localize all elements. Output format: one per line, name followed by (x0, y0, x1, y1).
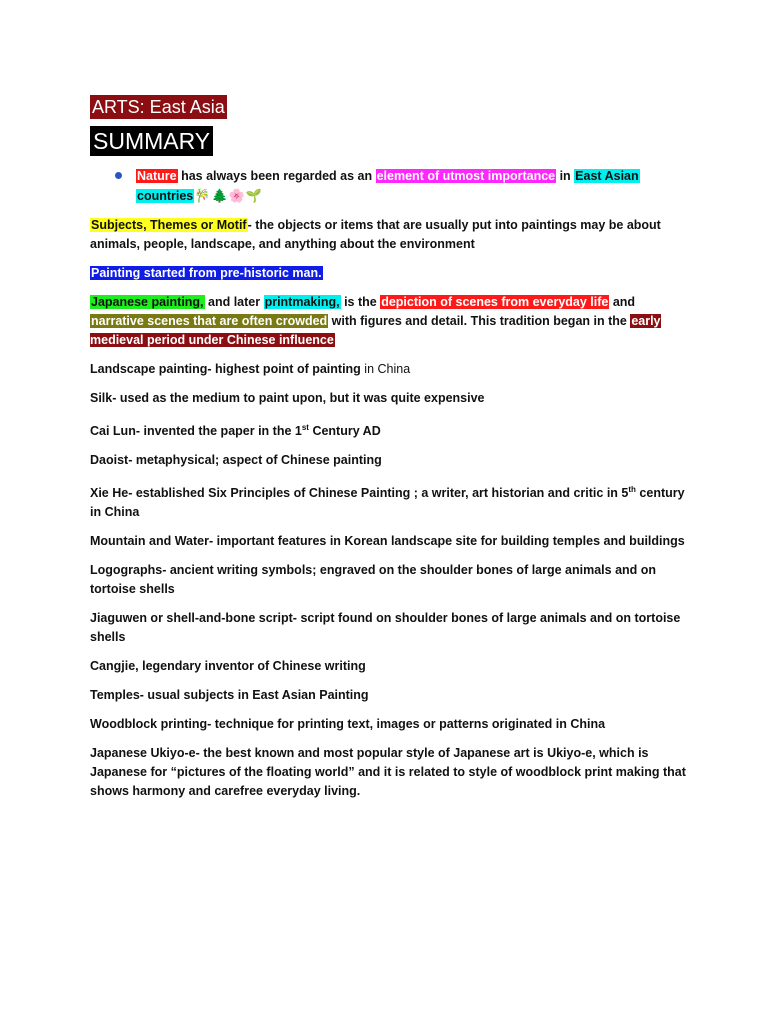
ukiyo-e-text: Japanese Ukiyo-e- the best known and most popular style of Japanese art is Ukiyo-e, which is Japanese for (90, 746, 649, 780)
bullet-text-1: has always been regarded as an (177, 169, 376, 183)
silk-text: Silk- used as the medium to paint upon, but it was quite expensive (90, 391, 485, 405)
nature-bullet (90, 166, 690, 206)
cai-lun-sup: st (301, 423, 309, 432)
ukiyo-e-line (90, 744, 690, 801)
element-highlight: element of utmost importance (376, 169, 556, 183)
japanese-text-3: and (609, 295, 636, 309)
ukiyo-e-quote: “pictures of the floating world” (170, 765, 355, 780)
cai-lun-text: Cai Lun- invented the paper in the 1 (90, 424, 302, 439)
nature-highlight: Nature (137, 169, 177, 183)
subjects-paragraph (90, 216, 690, 254)
temples-line: Temples- usual subjects in East Asian Painting (90, 688, 369, 703)
jiaguwen-line: Jiaguwen or shell-and-bone script- script found on shoulder bones of large animals and on tortoise shells (90, 611, 681, 645)
mountain-line: Mountain and Water- important features in Korean landscape site for building temples and buildings (90, 534, 685, 549)
silk-line (90, 389, 690, 408)
woodblock-line: Woodblock printing- technique for printing text, images or patterns originated in China (90, 717, 606, 732)
japanese-text-1: and later (204, 295, 264, 309)
cangjie-line: Cangjie, legendary inventor of Chinese writing (90, 659, 366, 674)
narrative-highlight: narrative scenes that are often crowded (91, 314, 328, 328)
daoist-line (90, 451, 690, 470)
xie-he-text-2: ; a writer, art historian and critic in 5 (410, 486, 629, 501)
xie-he-text: Xie He- established (90, 486, 209, 501)
logographs-line: Logographs- ancient writing symbols; engraved on the shoulder bones of large animals and on tortoise shells (90, 563, 657, 597)
east-asian-highlight: East Asian (575, 169, 639, 183)
xie-he-sup: th (628, 485, 636, 495)
xie-he-text-3: century in China (90, 486, 685, 520)
landscape-text: Landscape painting- highest point of painting (90, 362, 365, 376)
japanese-painting-highlight: Japanese painting, (91, 295, 204, 309)
nature-icons: 🎋🌲🌸🌱 (194, 188, 264, 203)
depiction-highlight: depiction of scenes from everyday life (381, 295, 609, 309)
japanese-text-4: with figures and detail. This tradition began in the (328, 314, 631, 328)
subjects-text: - the objects or items that are usually put into paintings may be about animals, people, landscape, and anything about the environment (90, 218, 661, 251)
document-title: ARTS: East Asia (92, 97, 225, 117)
daoist-text: Daoist- metaphysical; aspect of Chinese painting (90, 453, 382, 468)
japanese-paragraph (90, 293, 690, 350)
early-medieval-highlight: early medieval period under Chinese influence (90, 314, 661, 347)
bullet-text-2: in (556, 169, 575, 183)
xie-he-line (90, 480, 690, 522)
countries-highlight: countries (137, 189, 194, 203)
ukiyo-e-text-2: and it is related to style of woodblock print making that shows harmony and carefree everyday living. (90, 765, 686, 799)
landscape-text-2: in China (364, 362, 411, 376)
document-page (90, 95, 690, 801)
bullet-dot-icon (115, 172, 122, 179)
painting-started-highlight: Painting started from pre-historic man. (91, 266, 322, 280)
subjects-highlight: Subjects, Themes or Motif (91, 218, 247, 232)
six-principles-text: Six Principles of Chinese Painting (208, 486, 411, 501)
cai-lun-line (90, 418, 690, 441)
printmaking-highlight: printmaking, (264, 295, 340, 309)
japanese-text-2: is the (340, 295, 381, 309)
landscape-line (90, 360, 690, 379)
summary-heading: SUMMARY (90, 126, 213, 156)
painting-started-paragraph (90, 264, 690, 283)
cai-lun-text-2: Century AD (308, 424, 381, 439)
